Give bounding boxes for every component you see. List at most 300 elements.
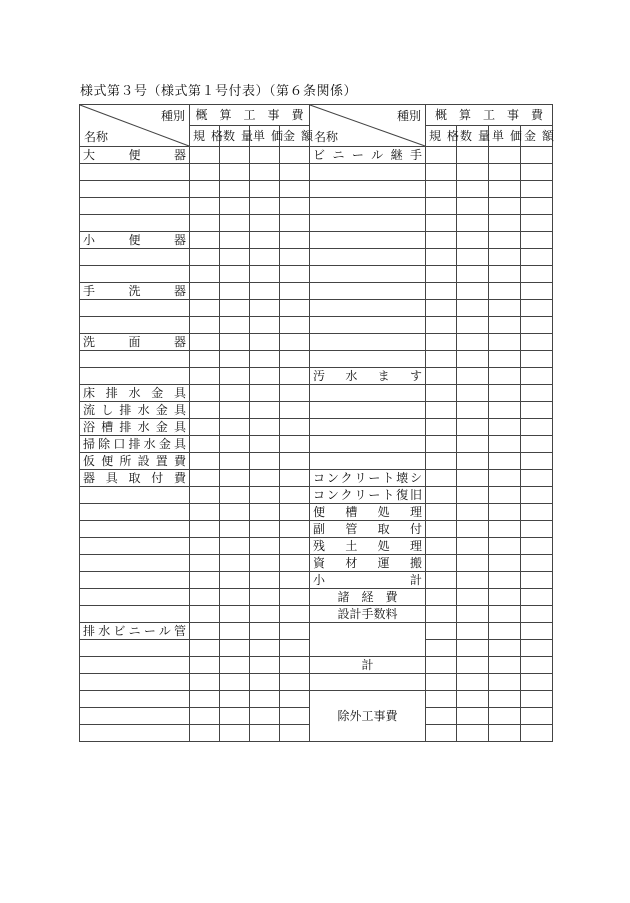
value-cell	[521, 215, 553, 232]
value-cell	[457, 402, 489, 419]
value-cell	[280, 470, 310, 487]
value-cell	[521, 640, 553, 657]
table-row	[80, 453, 553, 470]
value-cell	[521, 385, 553, 402]
value-cell	[457, 708, 489, 725]
table-row	[80, 232, 553, 249]
value-cell	[426, 249, 457, 266]
item-name-left	[80, 708, 190, 725]
value-cell	[250, 300, 280, 317]
value-cell	[426, 147, 457, 164]
item-name-left: 大便器	[80, 147, 190, 164]
value-cell	[190, 674, 220, 691]
value-cell	[457, 181, 489, 198]
value-cell	[521, 232, 553, 249]
value-cell	[250, 589, 280, 606]
value-cell	[457, 521, 489, 538]
value-cell	[220, 385, 250, 402]
table-row	[80, 657, 553, 674]
value-cell	[426, 317, 457, 334]
value-cell	[250, 147, 280, 164]
value-cell	[250, 232, 280, 249]
value-cell	[280, 283, 310, 300]
item-name-right	[310, 351, 426, 368]
value-cell	[426, 164, 457, 181]
item-name-left	[80, 487, 190, 504]
value-cell	[489, 623, 521, 640]
item-name-left	[80, 555, 190, 572]
table-row	[80, 249, 553, 266]
item-name-right	[310, 334, 426, 351]
table-row	[80, 266, 553, 283]
value-cell	[457, 487, 489, 504]
value-cell	[489, 164, 521, 181]
value-cell	[426, 419, 457, 436]
value-cell	[250, 521, 280, 538]
value-cell	[280, 708, 310, 725]
value-cell	[280, 487, 310, 504]
col-spec: 規格	[426, 126, 457, 147]
item-name-right	[310, 436, 426, 453]
value-cell	[426, 266, 457, 283]
value-cell	[426, 283, 457, 300]
value-cell	[457, 470, 489, 487]
value-cell	[280, 385, 310, 402]
item-name-right: コンクリート復旧	[310, 487, 426, 504]
value-cell	[250, 283, 280, 300]
value-cell	[426, 623, 457, 640]
value-cell	[489, 198, 521, 215]
value-cell	[190, 606, 220, 623]
value-cell	[280, 266, 310, 283]
col-qty: 数量	[220, 126, 250, 147]
value-cell	[190, 232, 220, 249]
table-row	[80, 487, 553, 504]
item-name-right: 副管取付	[310, 521, 426, 538]
value-cell	[190, 623, 220, 640]
value-cell	[280, 623, 310, 640]
value-cell	[521, 164, 553, 181]
value-cell	[220, 266, 250, 283]
value-cell	[426, 691, 457, 708]
value-cell	[220, 487, 250, 504]
value-cell	[280, 215, 310, 232]
value-cell	[250, 419, 280, 436]
value-cell	[521, 623, 553, 640]
value-cell	[190, 504, 220, 521]
value-cell	[220, 147, 250, 164]
header-row	[80, 105, 553, 126]
value-cell	[280, 419, 310, 436]
item-name-left: 小便器	[80, 232, 190, 249]
value-cell	[220, 691, 250, 708]
value-cell	[521, 368, 553, 385]
value-cell	[521, 691, 553, 708]
value-cell	[521, 521, 553, 538]
value-cell	[521, 657, 553, 674]
table-row	[80, 164, 553, 181]
value-cell	[457, 606, 489, 623]
value-cell	[521, 436, 553, 453]
table-row	[80, 521, 553, 538]
table-row	[80, 385, 553, 402]
value-cell	[220, 351, 250, 368]
table-row	[80, 589, 553, 606]
value-cell	[521, 606, 553, 623]
value-cell	[489, 606, 521, 623]
item-name-left: 流し排水金具	[80, 402, 190, 419]
value-cell	[250, 504, 280, 521]
value-cell	[489, 708, 521, 725]
value-cell	[489, 640, 521, 657]
value-cell	[426, 725, 457, 742]
col-amount: 金額	[521, 126, 553, 147]
table-row	[80, 419, 553, 436]
value-cell	[250, 623, 280, 640]
value-cell	[521, 181, 553, 198]
item-name-right	[310, 300, 426, 317]
value-cell	[489, 215, 521, 232]
value-cell	[280, 368, 310, 385]
value-cell	[190, 249, 220, 266]
value-cell	[489, 385, 521, 402]
table-row	[80, 572, 553, 589]
diagonal-header-right	[310, 105, 426, 147]
value-cell	[426, 487, 457, 504]
value-cell	[190, 181, 220, 198]
item-name-left	[80, 640, 190, 657]
item-name-left	[80, 691, 190, 708]
item-name-left	[80, 181, 190, 198]
name-label: 名称	[84, 130, 109, 144]
value-cell	[190, 266, 220, 283]
value-cell	[220, 708, 250, 725]
table-row	[80, 198, 553, 215]
value-cell	[489, 589, 521, 606]
value-cell	[220, 249, 250, 266]
value-cell	[489, 147, 521, 164]
table-row	[80, 368, 553, 385]
name-label: 名称	[314, 130, 339, 144]
value-cell	[250, 708, 280, 725]
item-name-left: 手洗器	[80, 283, 190, 300]
value-cell	[190, 402, 220, 419]
value-cell	[190, 521, 220, 538]
value-cell	[280, 538, 310, 555]
item-name-right: 資材運搬	[310, 555, 426, 572]
item-name-right: 汚水ます	[310, 368, 426, 385]
value-cell	[250, 555, 280, 572]
value-cell	[250, 606, 280, 623]
value-cell	[280, 351, 310, 368]
value-cell	[190, 538, 220, 555]
col-amount: 金額	[280, 126, 310, 147]
value-cell	[426, 385, 457, 402]
value-cell	[426, 198, 457, 215]
value-cell	[489, 402, 521, 419]
value-cell	[426, 436, 457, 453]
value-cell	[220, 623, 250, 640]
value-cell	[489, 691, 521, 708]
value-cell	[220, 572, 250, 589]
value-cell	[280, 725, 310, 742]
value-cell	[489, 453, 521, 470]
value-cell	[250, 368, 280, 385]
item-name-left	[80, 164, 190, 181]
value-cell	[220, 453, 250, 470]
value-cell	[190, 215, 220, 232]
table-row	[80, 402, 553, 419]
value-cell	[220, 232, 250, 249]
value-cell	[280, 300, 310, 317]
value-cell	[457, 283, 489, 300]
value-cell	[457, 623, 489, 640]
value-cell	[190, 657, 220, 674]
value-cell	[280, 181, 310, 198]
value-cell	[220, 198, 250, 215]
item-name-right: ビニール継手	[310, 147, 426, 164]
value-cell	[426, 232, 457, 249]
value-cell	[426, 589, 457, 606]
value-cell	[250, 215, 280, 232]
value-cell	[457, 657, 489, 674]
value-cell	[521, 351, 553, 368]
item-name-right	[310, 232, 426, 249]
value-cell	[521, 674, 553, 691]
value-cell	[250, 249, 280, 266]
value-cell	[190, 147, 220, 164]
value-cell	[190, 300, 220, 317]
value-cell	[521, 487, 553, 504]
value-cell	[280, 317, 310, 334]
table-row	[80, 538, 553, 555]
value-cell	[489, 555, 521, 572]
value-cell	[190, 691, 220, 708]
value-cell	[280, 334, 310, 351]
value-cell	[220, 419, 250, 436]
value-cell	[250, 691, 280, 708]
value-cell	[521, 725, 553, 742]
value-cell	[280, 674, 310, 691]
value-cell	[457, 419, 489, 436]
item-name-left	[80, 351, 190, 368]
table-row	[80, 283, 553, 300]
value-cell	[426, 215, 457, 232]
table-row	[80, 436, 553, 453]
value-cell	[280, 504, 310, 521]
value-cell	[190, 640, 220, 657]
item-name-right: 残土処理	[310, 538, 426, 555]
item-name-right	[310, 164, 426, 181]
value-cell	[426, 606, 457, 623]
value-cell	[489, 538, 521, 555]
value-cell	[250, 385, 280, 402]
item-name-left: 排水ビニール管	[80, 623, 190, 640]
value-cell	[489, 283, 521, 300]
value-cell	[457, 198, 489, 215]
value-cell	[280, 606, 310, 623]
item-name-right	[310, 266, 426, 283]
value-cell	[457, 691, 489, 708]
value-cell	[250, 181, 280, 198]
table-row	[80, 300, 553, 317]
value-cell	[521, 334, 553, 351]
value-cell	[489, 674, 521, 691]
value-cell	[489, 470, 521, 487]
value-cell	[489, 300, 521, 317]
value-cell	[489, 181, 521, 198]
item-name-right	[310, 385, 426, 402]
value-cell	[280, 249, 310, 266]
item-name-right	[310, 674, 426, 691]
value-cell	[220, 657, 250, 674]
item-name-left	[80, 725, 190, 742]
value-cell	[220, 317, 250, 334]
value-cell	[280, 572, 310, 589]
value-cell	[220, 555, 250, 572]
value-cell	[521, 249, 553, 266]
item-name-right	[310, 317, 426, 334]
value-cell	[280, 453, 310, 470]
value-cell	[280, 436, 310, 453]
value-cell	[457, 300, 489, 317]
value-cell	[250, 640, 280, 657]
value-cell	[190, 470, 220, 487]
value-cell	[250, 334, 280, 351]
value-cell	[426, 453, 457, 470]
value-cell	[489, 572, 521, 589]
value-cell	[190, 419, 220, 436]
item-name-right: 除外工事費	[310, 691, 426, 742]
value-cell	[489, 521, 521, 538]
value-cell	[426, 657, 457, 674]
value-cell	[280, 555, 310, 572]
value-cell	[190, 453, 220, 470]
estimate-header-left: 概 算 工 事 費	[190, 105, 310, 126]
estimate-header-right: 概 算 工 事 費	[426, 105, 553, 126]
item-name-right	[310, 181, 426, 198]
value-cell	[280, 147, 310, 164]
item-name-right	[310, 453, 426, 470]
value-cell	[220, 674, 250, 691]
item-name-right	[310, 623, 426, 657]
value-cell	[190, 283, 220, 300]
item-name-left	[80, 266, 190, 283]
value-cell	[250, 725, 280, 742]
item-name-right	[310, 249, 426, 266]
table-row	[80, 555, 553, 572]
value-cell	[489, 504, 521, 521]
value-cell	[220, 470, 250, 487]
item-name-left	[80, 504, 190, 521]
value-cell	[190, 572, 220, 589]
value-cell	[220, 538, 250, 555]
value-cell	[521, 555, 553, 572]
value-cell	[489, 249, 521, 266]
item-name-right	[310, 419, 426, 436]
kind-label: 種別	[397, 109, 422, 123]
value-cell	[250, 351, 280, 368]
value-cell	[457, 572, 489, 589]
value-cell	[489, 436, 521, 453]
value-cell	[220, 283, 250, 300]
value-cell	[250, 674, 280, 691]
item-name-left: 床排水金具	[80, 385, 190, 402]
col-unit-price: 単価	[489, 126, 521, 147]
value-cell	[220, 436, 250, 453]
value-cell	[250, 164, 280, 181]
value-cell	[426, 521, 457, 538]
value-cell	[521, 317, 553, 334]
value-cell	[457, 232, 489, 249]
diagonal-header-left	[80, 105, 190, 147]
estimate-form-table	[79, 104, 561, 742]
item-name-right	[310, 402, 426, 419]
value-cell	[250, 470, 280, 487]
value-cell	[250, 538, 280, 555]
item-name-left	[80, 657, 190, 674]
value-cell	[521, 453, 553, 470]
value-cell	[521, 419, 553, 436]
value-cell	[457, 147, 489, 164]
table-row	[80, 181, 553, 198]
value-cell	[220, 181, 250, 198]
value-cell	[457, 674, 489, 691]
value-cell	[190, 708, 220, 725]
table-row	[80, 623, 553, 640]
value-cell	[489, 266, 521, 283]
value-cell	[489, 725, 521, 742]
item-name-left: 浴槽排水金具	[80, 419, 190, 436]
item-name-right: 計	[310, 657, 426, 674]
value-cell	[457, 249, 489, 266]
value-cell	[250, 453, 280, 470]
table-row	[80, 351, 553, 368]
value-cell	[521, 198, 553, 215]
item-name-right: 設計手数料	[310, 606, 426, 623]
value-cell	[489, 317, 521, 334]
value-cell	[489, 487, 521, 504]
value-cell	[426, 300, 457, 317]
value-cell	[280, 402, 310, 419]
value-cell	[426, 470, 457, 487]
item-name-left	[80, 589, 190, 606]
value-cell	[220, 725, 250, 742]
table-row	[80, 691, 553, 708]
value-cell	[250, 198, 280, 215]
value-cell	[457, 589, 489, 606]
value-cell	[426, 504, 457, 521]
value-cell	[220, 215, 250, 232]
item-name-left	[80, 198, 190, 215]
value-cell	[521, 283, 553, 300]
value-cell	[250, 402, 280, 419]
value-cell	[521, 538, 553, 555]
item-name-right	[310, 283, 426, 300]
value-cell	[190, 589, 220, 606]
value-cell	[426, 572, 457, 589]
value-cell	[190, 351, 220, 368]
col-spec: 規格	[190, 126, 220, 147]
value-cell	[250, 487, 280, 504]
value-cell	[190, 317, 220, 334]
col-unit-price: 単価	[250, 126, 280, 147]
item-name-left	[80, 317, 190, 334]
form-title: 様式第３号（様式第１号付表）（第６条関係）	[80, 84, 358, 99]
value-cell	[190, 368, 220, 385]
value-cell	[280, 657, 310, 674]
value-cell	[190, 555, 220, 572]
